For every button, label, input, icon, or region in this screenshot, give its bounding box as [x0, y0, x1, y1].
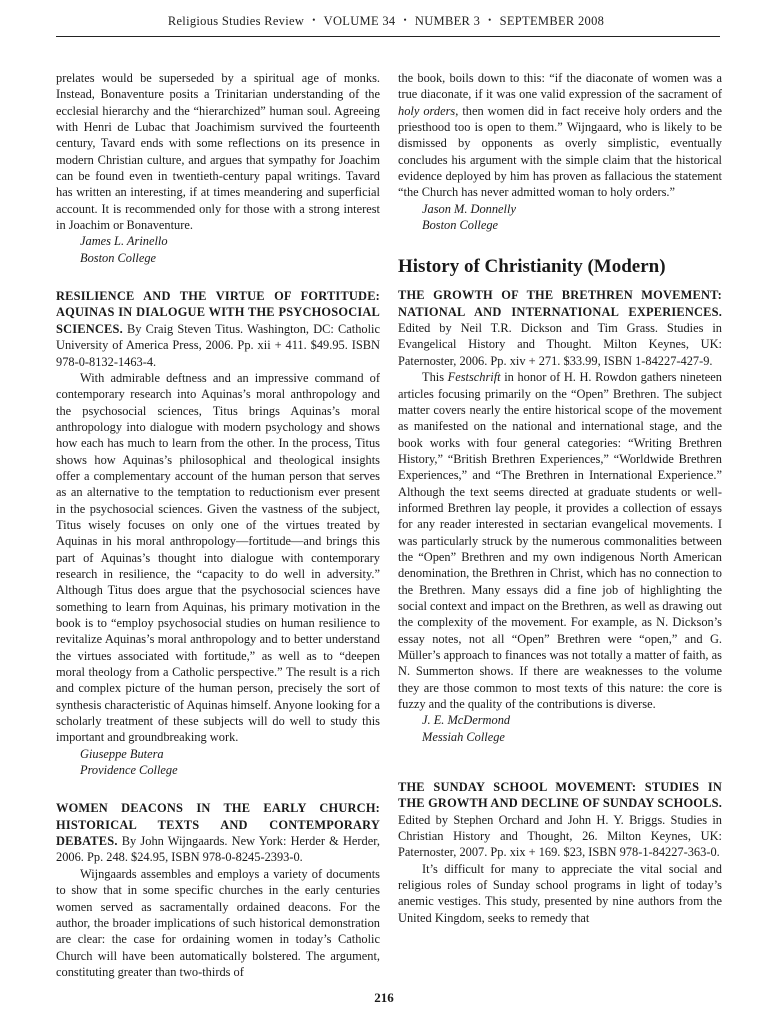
paragraph-text: in honor of H. H. Rowdon gathers nineteen articles focusing primarily on the “Open” Brethren. The subject matter covers nearly the entire historical scope of the movement as manifested on the national and international stage, and the book works with four general categories: “Writing Brethren History,” “British Brethren Experiences,” “Worldwide Brethren Experiences,” and “The Brethren in International Experience.” Although the text seems directed at graduate students or well-informed Brethren lay people, it provides a collection of essays for any reader interested in sectarian evangelical movements. I was particularly struck by the numerous commonalities between the “Open” Brethren and my own indigenous North American denomination, the Brethren in Christ, which has no connection to the Brethren. Many essays did a fine job of highlighting the social context and impact on the Brethren, as well as drawing out the complexity of the movement. For example, as N. Dickson’s essay notes, not all “Open” Brethren were “open,” and G. Müller’s approach to finances was not totally a matter of faith, as N. Summerton shows. If there are weaknesses to the volume they are those common to most texts of this nature: the core is fuzzy and the quality of the contributions is diverse. [398, 370, 722, 712]
page-number: 216 [374, 990, 394, 1005]
section-heading: History of Christianity (Modern) [398, 256, 666, 278]
review-title: RESILIENCE AND THE VIRTUE OF FORTITUDE: AQUINAS IN DIALOGUE WITH THE PSYCHOSOCIAL SCIENCES. [56, 289, 380, 336]
issue-date: SEPTEMBER 2008 [499, 14, 605, 28]
journal-title: Religious Studies Review [167, 14, 305, 28]
running-header [56, 14, 716, 29]
review-body: Wijngaards assembles and employs a variety of documents to show that in some specific churches in the early centuries women served as sacramentally ordained deacons. For the author, the broader implications of such historical demonstration are clear: the case for ordaining women in today’s Catholic Church will have been automatically bolstered. The argument, constituting greater than two-thirds of [56, 866, 380, 979]
reviewer-name: James L. Arinello [80, 234, 168, 249]
review-title: THE SUNDAY SCHOOL MOVEMENT: STUDIES IN THE GROWTH AND DECLINE OF SUNDAY SCHOOLS. [398, 780, 722, 811]
continued-paragraph: prelates would be superseded by a spiritual age of monks. Instead, Bonaventure posits a Trinitarian understanding of the ecclesial hierarchy and the “hierarchized” human soul. Agreeing with Henri de Lubac that Joachimism survived the fourteenth century, Tavard ends with some reflections on its presence in modern Christian culture, and argues that sympathy for Joachim can be found even in twentieth-century papal writings. Tavard has written an interesting, if at times meandering and superficial account. It is recommended only for those with a strong interest in Joachim or Bonaventure. [56, 71, 380, 233]
review-citation [398, 287, 722, 369]
paragraph-text: This [422, 370, 445, 385]
reviewer-name: Jason M. Donnelly [422, 201, 516, 216]
bullet-separator: • [403, 15, 407, 25]
volume-label: VOLUME 34 [323, 14, 396, 28]
continued-paragraph [398, 70, 722, 201]
review-citation [56, 800, 380, 865]
review-title: THE GROWTH OF THE BRETHREN MOVEMENT: NATIONAL AND INTERNATIONAL EXPERIENCES. [398, 288, 722, 319]
review-title: WOMEN DEACONS IN THE EARLY CHURCH: HISTORICAL TEXTS AND CONTEMPORARY DEBATES. [56, 801, 380, 849]
reviewer-name: J. E. McDermond [422, 713, 511, 728]
header-rule [56, 36, 720, 37]
review-publication-info: By John Wijngaards. New York: Herder & Herder, 2006. Pp. 248. $24.95, ISBN 978-0-8245-2393-0. [56, 834, 380, 865]
paragraph-text: the book, boils down to this: “if the diaconate of women was a true diaconate, if it was one valid expression of the sacrament of [398, 71, 722, 102]
review-citation [398, 779, 722, 861]
reviewer-name: Giuseppe Butera [80, 746, 164, 761]
emphasis-text: holy orders [398, 103, 456, 118]
reviewer-affiliation: Boston College [80, 250, 157, 265]
emphasis-text: Festschrift [447, 370, 501, 385]
review-citation [56, 288, 380, 370]
paragraph-text: , then women did in fact receive holy orders and the priesthood too is open to them.” Wijngaard, who is likely to be dismissed by opponents as overly simplistic, eventually concludes his argument with the simple claim that the historical evidence deployed by him has proven as fallacious the statement “the Church has never admitted woman to holy orders.” [398, 103, 722, 200]
review-publication-info: Edited by Neil T.R. Dickson and Tim Grass. Studies in Evangelical History and Thought. Milton Keynes, UK: Paternoster, 2006. Pp. xiv + 271. $33.99, ISBN 1-84227-427-9. [398, 321, 722, 368]
bullet-separator: • [312, 15, 316, 25]
left-column [56, 70, 380, 980]
number-label: NUMBER 3 [414, 14, 481, 28]
reviewer-affiliation: Boston College [422, 218, 499, 233]
review-publication-info: By Craig Steven Titus. Washington, DC: Catholic University of America Press, 2006. Pp. xii + 411. $49.95. ISBN 978-0-8132-1463-4. [56, 321, 380, 369]
reviewer-affiliation: Providence College [80, 763, 178, 778]
right-column [398, 70, 722, 926]
review-publication-info: Edited by Stephen Orchard and John H. Y. Briggs. Studies in Christian History and Thought, 26. Milton Keynes, UK: Paternoster, 2007. Pp. xix + 169. $23, ISBN 978-1-84227-363-0. [398, 812, 722, 860]
review-body [398, 369, 722, 712]
review-body: It’s difficult for many to appreciate the vital social and religious roles of Sunday school programs in light of today’s anemic vestiges. This study, presented by nine authors from the United Kingdom, seeks to remedy that [398, 861, 722, 925]
review-body: With admirable deftness and an impressive command of contemporary research into Aquinas’s moral anthropology and the psychosocial sciences, Titus brings Aquinas’s moral anthropology into dialogue with modern psychology and shows how each has much to learn from the other. In the process, Titus shows how Aquinas’s philosophical and theological insights offer a complementary account of the human person that serves as an alternative to the temptation to reductionism ever present in the psychosocial sciences. Given the vastness of the subject, Titus wisely focuses on only one of the virtues treated by Aquinas in his moral anthropology—fortitude—and brings this part of Aquinas’s thought into dialogue with contemporary research in resilience, the “capacity to do well in adversity.” Although Titus does argue that the psychosocial sciences have something to learn from Aquinas, his primary motivation in the book is to “employ psychosocial studies on human resilience to revitalize Aquinas’s moral anthropology and to better understand the virtues associated with fortitude,” as well as to “deepen moral theology from a Catholic perspective.” The result is a rich and complex picture of the human person, precisely the sort of synthesis characteristic of Aquinas himself. Anyone looking for a scholarly treatment of these subjects will do well to study this important and groundbreaking work. [56, 370, 380, 745]
reviewer-affiliation: Messiah College [422, 729, 505, 744]
bullet-separator: • [488, 15, 492, 25]
